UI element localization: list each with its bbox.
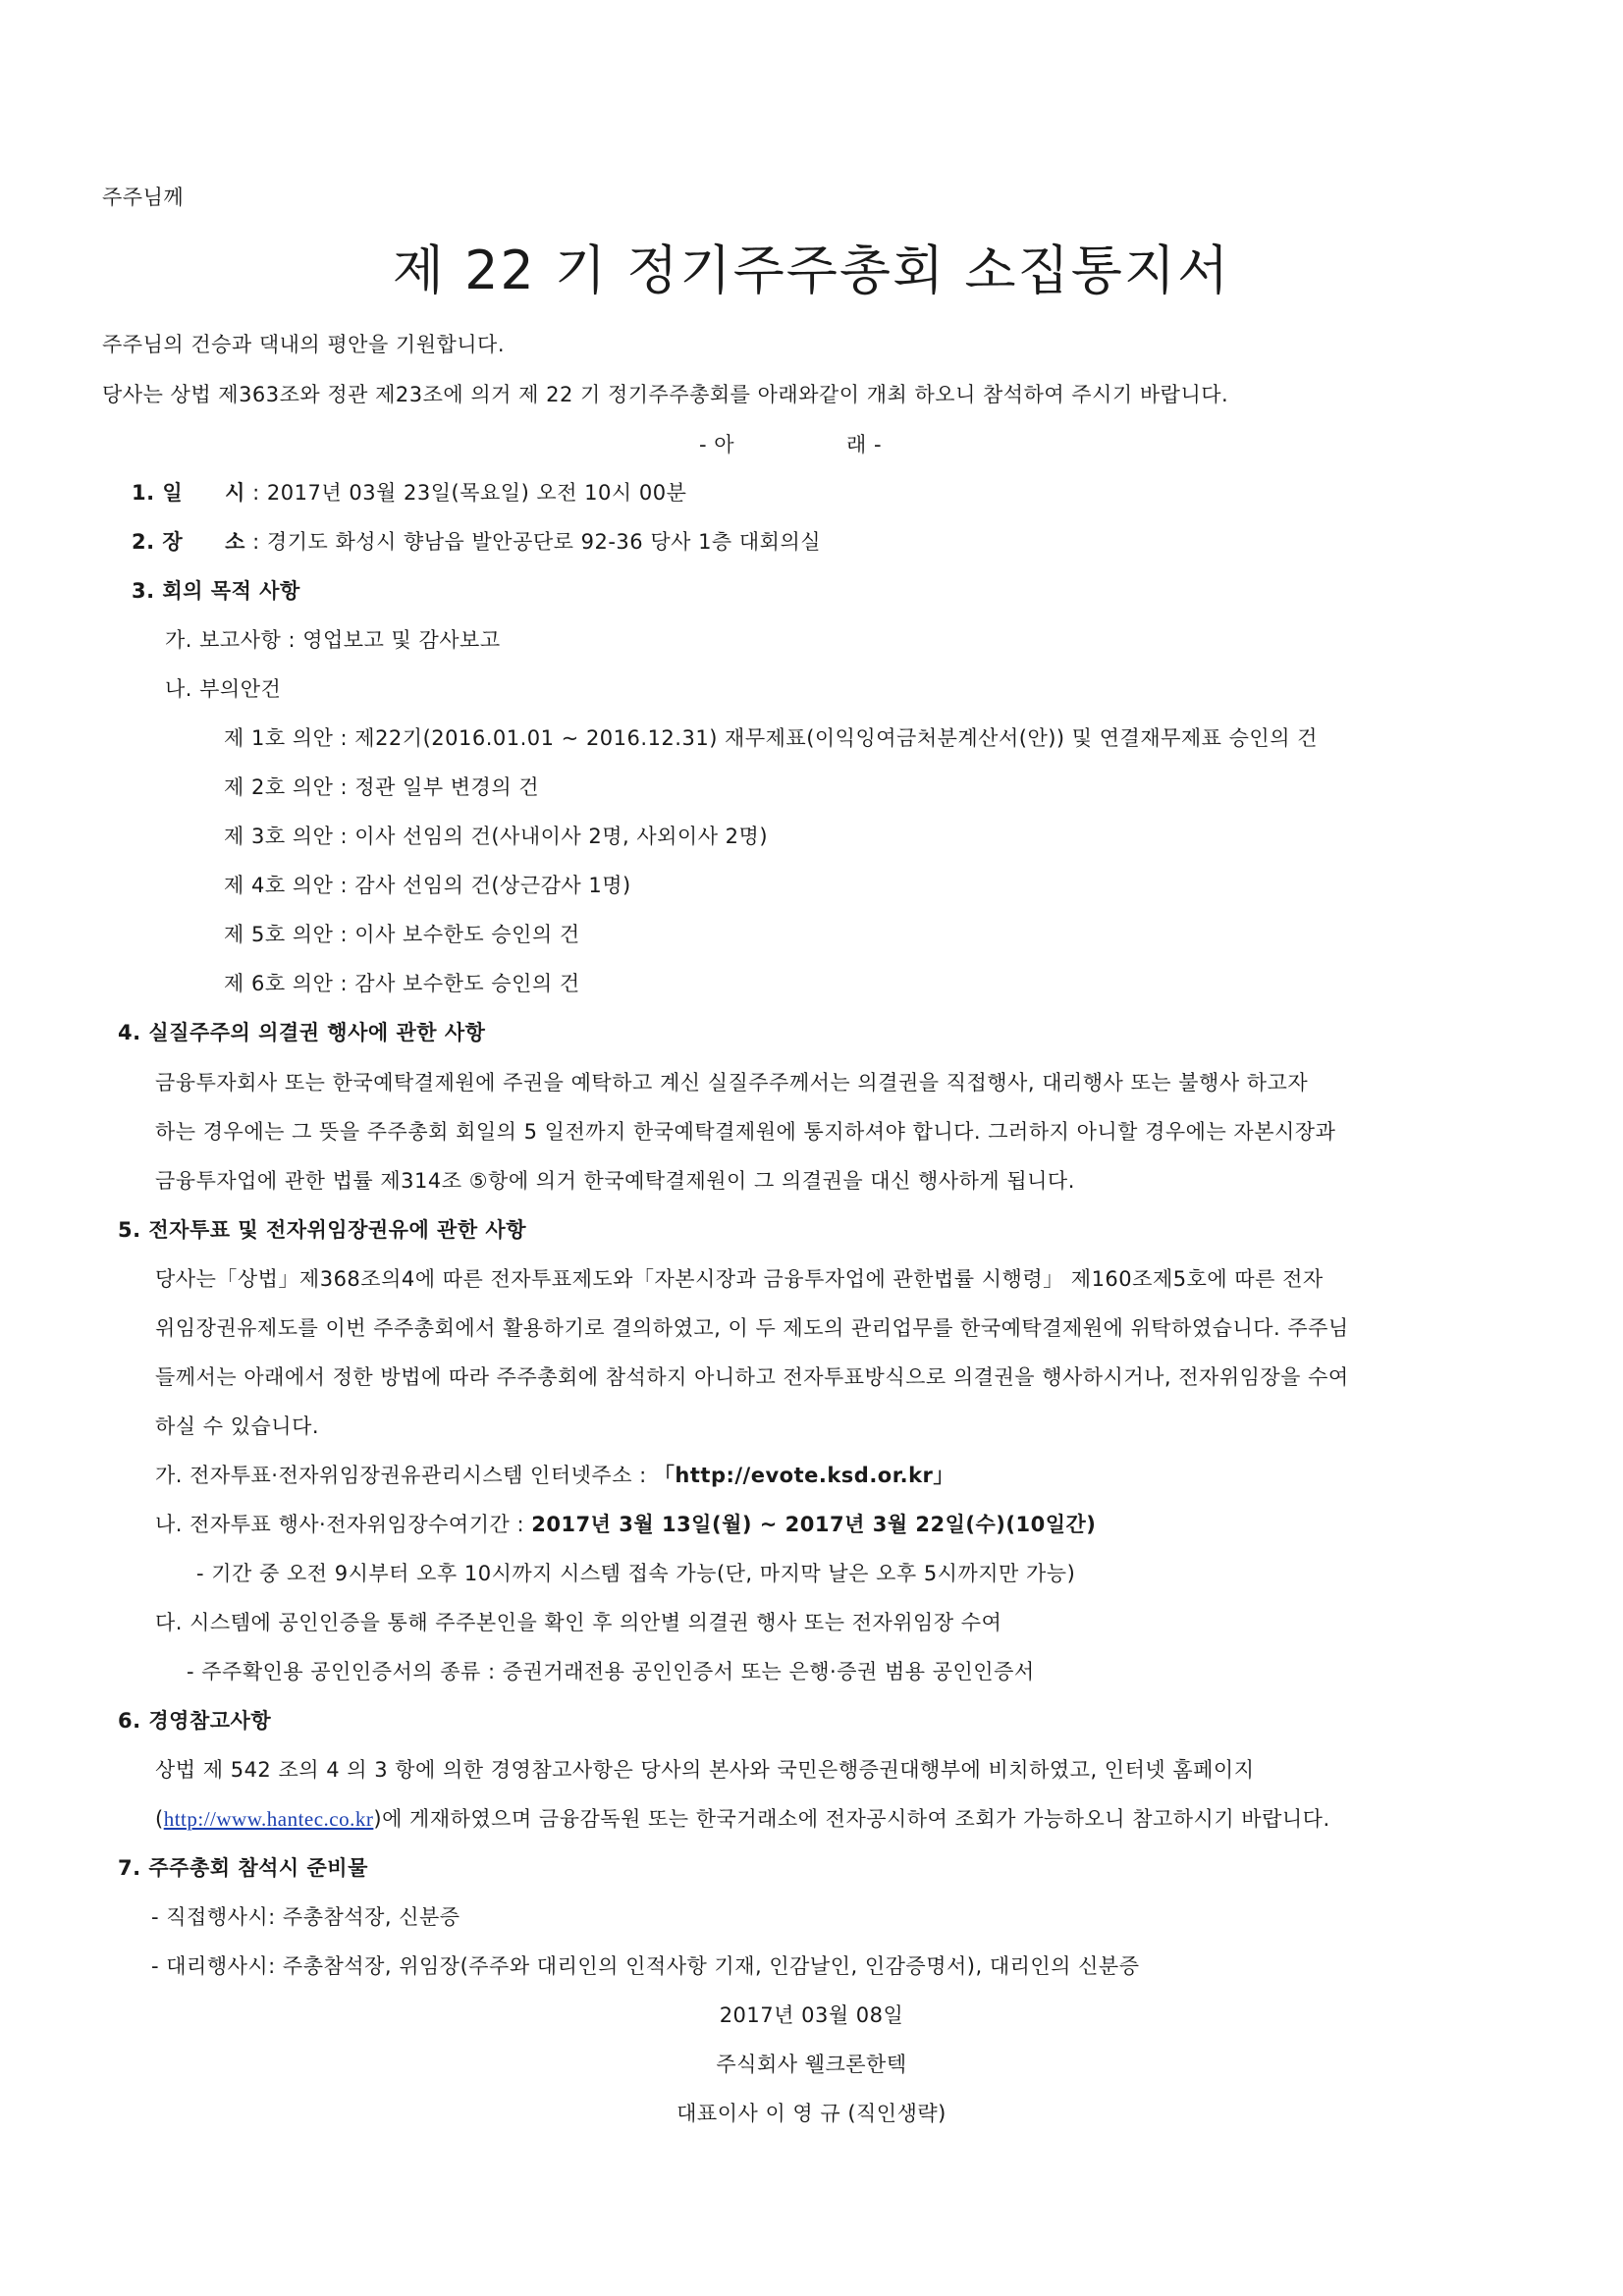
homepage-link[interactable]: http://www.hantec.co.kr bbox=[163, 1807, 374, 1831]
evote-period: 2017년 3월 13일(월) ~ 2017년 3월 22일(수)(10일간) bbox=[531, 1513, 1097, 1536]
company-name: 주식회사 웰크론한텍 bbox=[716, 2053, 907, 2076]
item5-a-label: 가. 전자투표·전자위임장권유관리시스템 인터넷주소 : bbox=[155, 1464, 654, 1487]
item5-b-note: - 기간 중 오전 9시부터 오후 10시까지 시스템 접속 가능(단, 마지막 날은 오후 5시까지만 가능) bbox=[196, 1562, 1076, 1585]
item3-report: 가. 보고사항 : 영업보고 및 감사보고 bbox=[165, 628, 501, 652]
greeting: 주주님의 건승과 댁내의 평안을 기원합니다. bbox=[102, 333, 506, 356]
agenda-item: 제 1호 의안 : 제22기(2016.01.01 ~ 2016.12.31) 재무제표(이익잉여금처분계산서(안)) 및 연결재무제표 승인의 건 bbox=[224, 726, 1318, 750]
salutation: 주주님께 bbox=[102, 186, 185, 209]
item2-row bbox=[132, 527, 821, 557]
item5-b-row bbox=[155, 1510, 1096, 1539]
evote-address: 「http://evote.ksd.or.kr」 bbox=[653, 1464, 954, 1487]
intro-paragraph: 당사는 상법 제363조와 정관 제23조에 의거 제 22 기 정기주주총회를 아래와같이 개최 하오니 참석하여 주시기 바랍니다. bbox=[102, 383, 1229, 406]
notice-date: 2017년 03월 08일 bbox=[719, 2003, 904, 2027]
item5-a-row bbox=[155, 1461, 954, 1490]
item5-c-row: 다. 시스템에 공인인증을 통해 주주본인을 확인 후 의안별 의결권 행사 또는 전자위임장 수여 bbox=[155, 1611, 1002, 1634]
item4-heading: 4. 실질주주의 의결권 행사에 관한 사항 bbox=[118, 1021, 486, 1044]
item7-proxy: - 대리행사시: 주총참석장, 위임장(주주와 대리인의 인적사항 기재, 인감날인, 인감증명서), 대리인의 신분증 bbox=[151, 1954, 1140, 1978]
item4-line: 금융투자업에 관한 법률 제314조 ⑤항에 의거 한국예탁결제원이 그 의결권을 대신 행사하게 됩니다. bbox=[155, 1169, 1075, 1193]
item5-line: 들께서는 아래에서 정한 방법에 따라 주주총회에 참석하지 아니하고 전자투표방식으로 의결권을 행사하시거나, 전자위임장을 수여 bbox=[155, 1365, 1349, 1389]
item5-line: 하실 수 있습니다. bbox=[155, 1415, 320, 1438]
item7-direct: - 직접행사시: 주총참석장, 신분증 bbox=[151, 1905, 460, 1929]
item2-label: 2. 장 소 bbox=[132, 530, 245, 554]
paren-open: ( bbox=[155, 1807, 164, 1831]
item6-line-rest: )에 게재하였으며 금융감독원 또는 한국거래소에 전자공시하여 조회가 가능하오니 참고하시기 바랍니다. bbox=[373, 1807, 1330, 1831]
item5-heading: 5. 전자투표 및 전자위임장권유에 관한 사항 bbox=[118, 1218, 527, 1242]
item5-line: 당사는「상법」제368조의4에 따른 전자투표제도와「자본시장과 금융투자업에 관한법률 시행령」 제160조제5호에 따른 전자 bbox=[155, 1267, 1324, 1291]
item6-line-2 bbox=[155, 1804, 1330, 1834]
item4-line: 금융투자회사 또는 한국예탁결제원에 주권을 예탁하고 계신 실질주주께서는 의결권을 직접행사, 대리행사 또는 불행사 하고자 bbox=[155, 1071, 1309, 1095]
item1-label: 1. 일 시 bbox=[132, 481, 245, 505]
item1-row bbox=[132, 478, 686, 507]
agenda-item: 제 6호 의안 : 감사 보수한도 승인의 건 bbox=[224, 972, 580, 995]
item2-value: : 경기도 화성시 향남읍 발안공단로 92-36 당사 1층 대회의실 bbox=[252, 530, 822, 554]
agenda-item: 제 3호 의안 : 이사 선임의 건(사내이사 2명, 사외이사 2명) bbox=[224, 825, 769, 848]
below-heading-right: 래 - bbox=[846, 433, 883, 456]
item7-heading: 7. 주주총회 참석시 준비물 bbox=[118, 1856, 368, 1880]
below-heading-left: - 아 bbox=[699, 433, 735, 456]
item5-b-label: 나. 전자투표 행사·전자위임장수여기간 : bbox=[155, 1513, 532, 1536]
item3-agenda-heading: 나. 부의안건 bbox=[165, 677, 282, 701]
item4-line: 하는 경우에는 그 뜻을 주주총회 회일의 5 일전까지 한국예탁결제원에 통지하셔야 합니다. 그러하지 아니할 경우에는 자본시장과 bbox=[155, 1120, 1336, 1144]
item3-heading: 3. 회의 목적 사항 bbox=[132, 579, 300, 603]
item6-heading: 6. 경영참고사항 bbox=[118, 1709, 272, 1733]
item5-c-note: - 주주확인용 공인인증서의 종류 : 증권거래전용 공인인증서 또는 은행·증권 범용 공인인증서 bbox=[187, 1660, 1035, 1683]
agenda-item: 제 4호 의안 : 감사 선임의 건(상근감사 1명) bbox=[224, 874, 631, 897]
agenda-item: 제 2호 의안 : 정관 일부 변경의 건 bbox=[224, 775, 540, 799]
item1-value: : 2017년 03월 23일(목요일) 오전 10시 00분 bbox=[252, 481, 687, 505]
item5-line: 위임장권유제도를 이번 주주총회에서 활용하기로 결의하였고, 이 두 제도의 관리업무를 한국예탁결제원에 위탁하였습니다. 주주님 bbox=[155, 1316, 1349, 1340]
item6-line: 상법 제 542 조의 4 의 3 항에 의한 경영참고사항은 당사의 본사와 국민은행증권대행부에 비치하였고, 인터넷 홈페이지 bbox=[155, 1758, 1255, 1782]
ceo-signature: 대표이사 이 영 규 (직인생략) bbox=[676, 2102, 947, 2125]
page-title: 제 22 기 정기주주총회 소집통지서 bbox=[392, 240, 1231, 301]
agenda-item: 제 5호 의안 : 이사 보수한도 승인의 건 bbox=[224, 923, 580, 946]
